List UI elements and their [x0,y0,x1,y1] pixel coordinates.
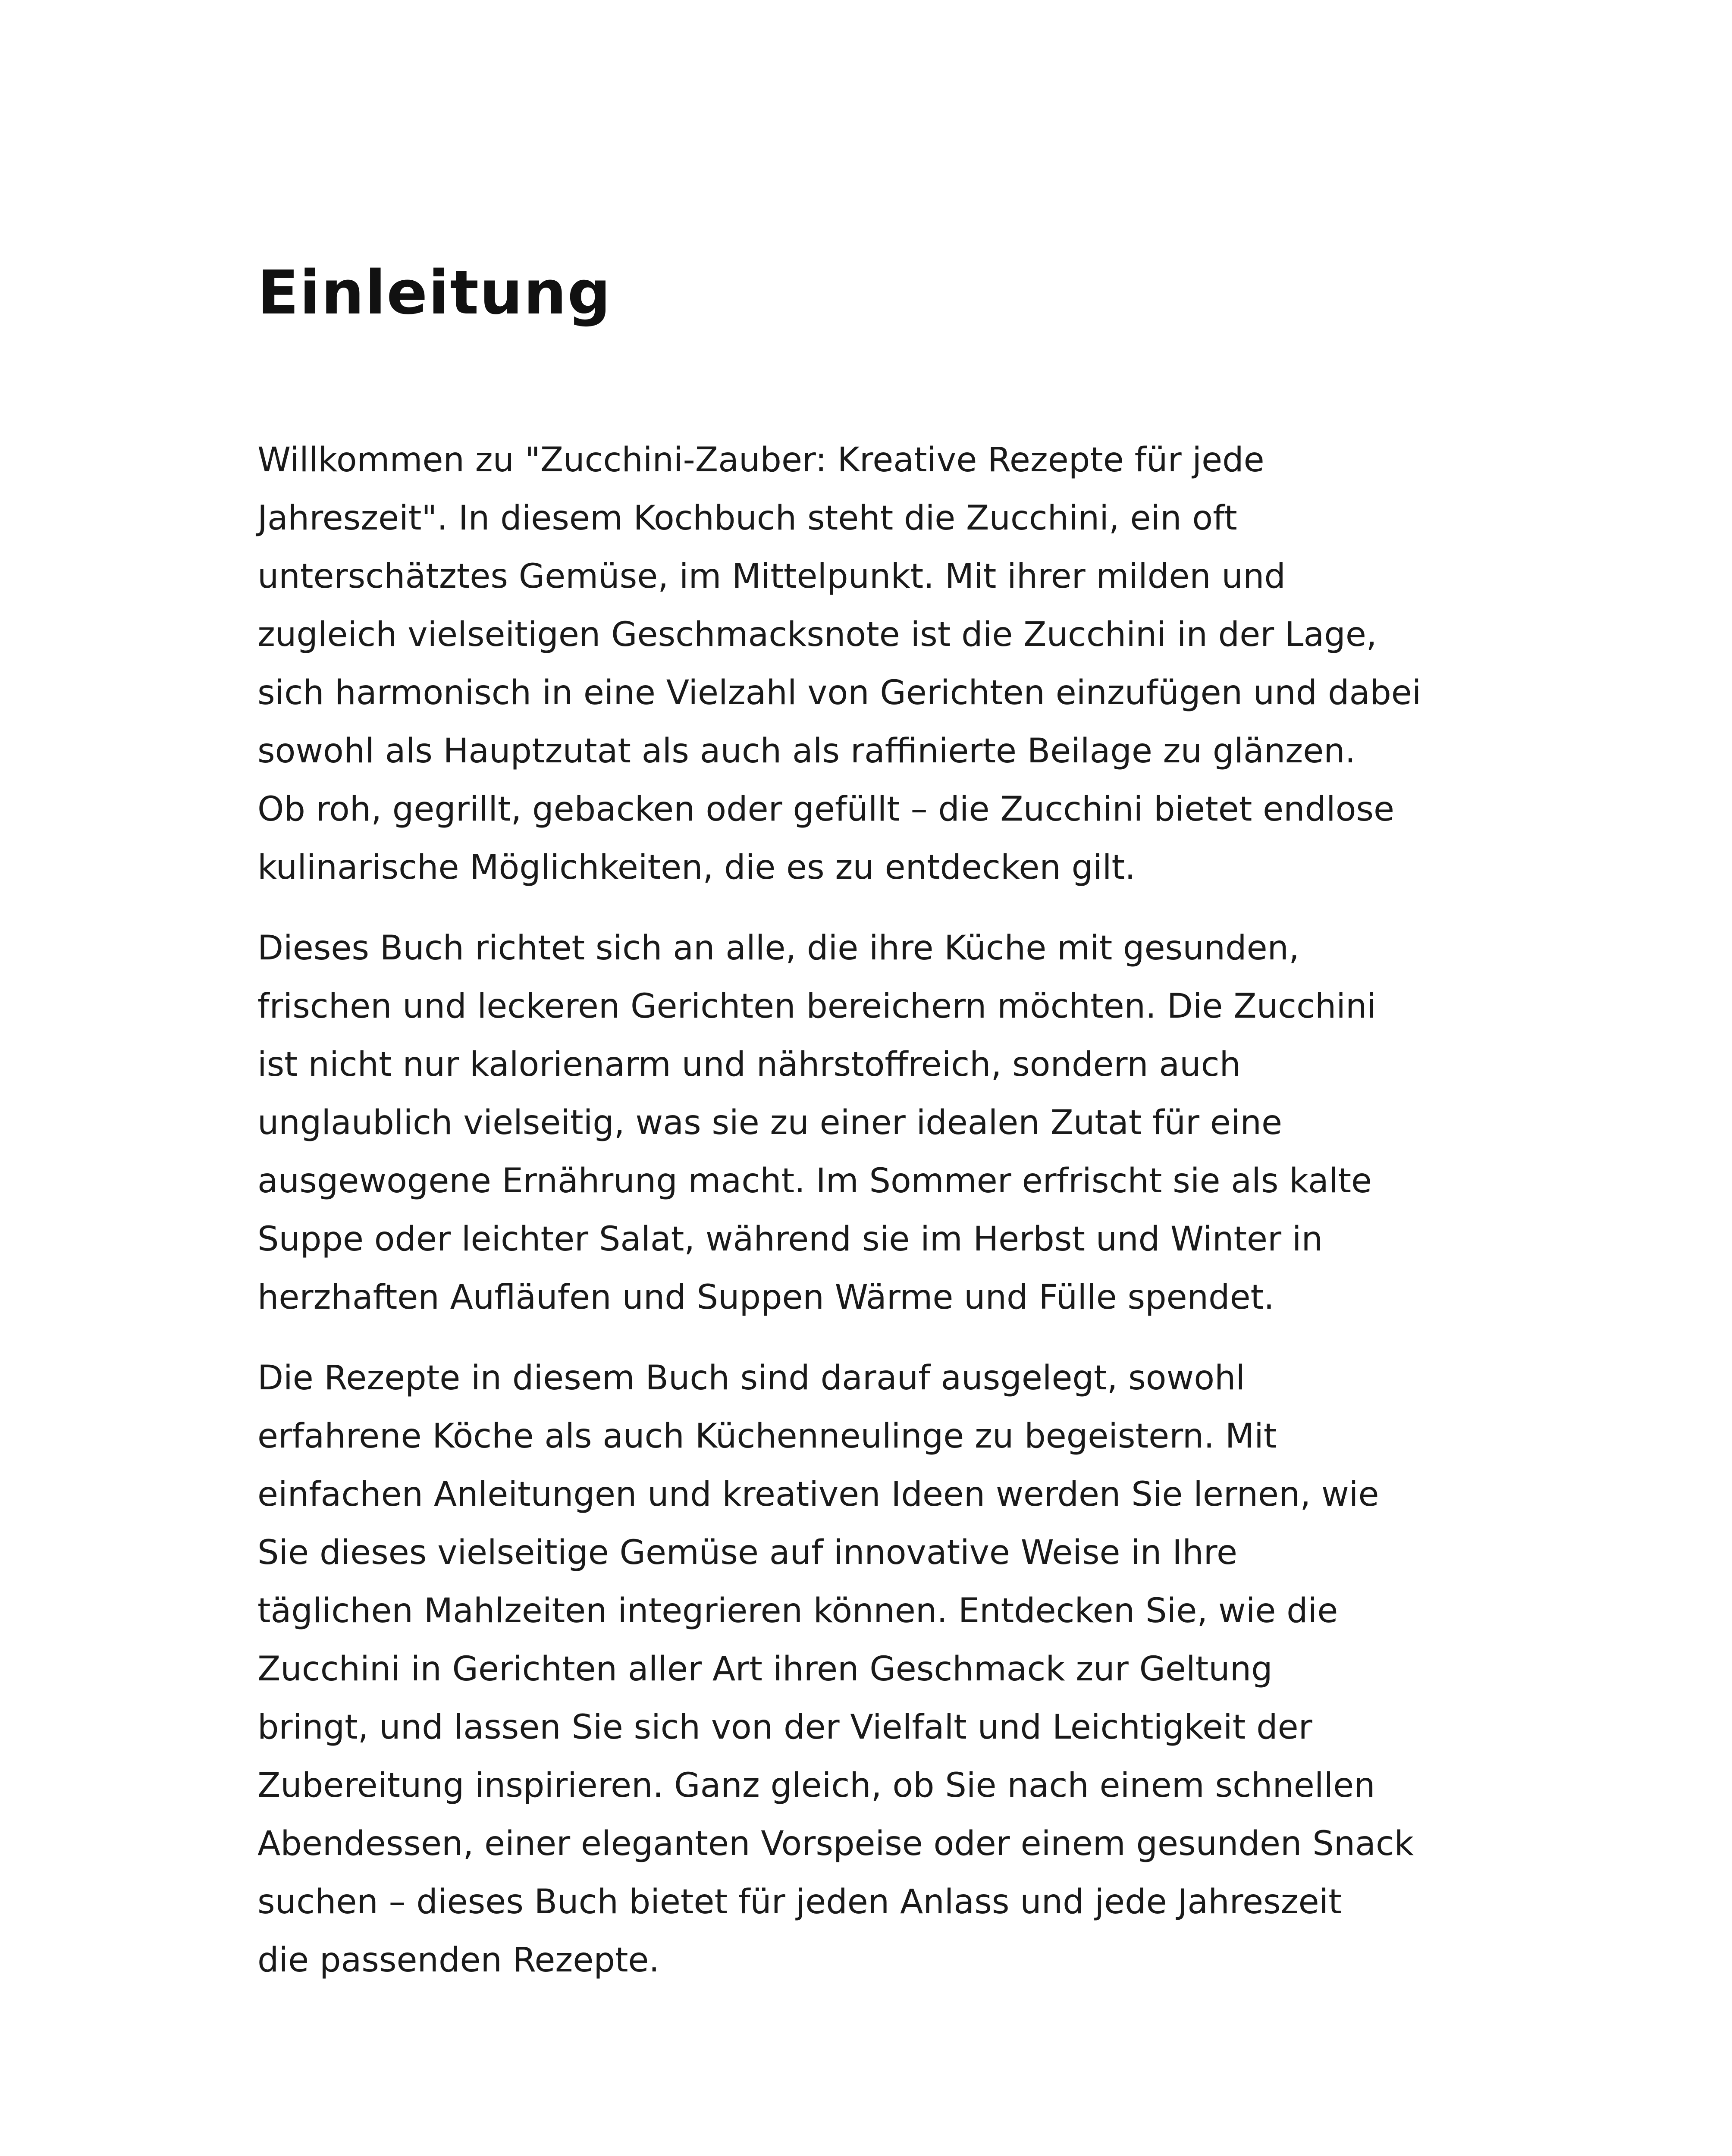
text-line: Ob roh, gegrillt, gebacken oder gefüllt – die Zucchini bietet endlose [257,790,1395,829]
text-line: sich harmonisch in eine Vielzahl von Gerichten einzufügen und dabei [257,674,1421,712]
text-line: kulinarische Möglichkeiten, die es zu entdecken gilt. [257,848,1136,887]
text-line: Dieses Buch richtet sich an alle, die ihre Küche mit gesunden, [257,929,1299,968]
text-line: suchen – dieses Buch bietet für jeden Anlass und jede Jahreszeit [257,1883,1342,1921]
text-line: zugleich vielseitigen Geschmacksnote ist die Zucchini in der Lage, [257,615,1377,654]
body-text [257,431,1500,2012]
text-line: Willkommen zu "Zucchini-Zauber: Kreative Rezepte für jede [257,441,1264,479]
text-line: erfahrene Köche als auch Küchenneulinge zu begeistern. Mit [257,1417,1277,1456]
text-line: die passenden Rezepte. [257,1941,660,1980]
text-line: herzhaften Aufläufen und Suppen Wärme und Fülle spendet. [257,1278,1274,1317]
text-line: ausgewogene Ernährung macht. Im Sommer erfrischt sie als kalte [257,1162,1372,1200]
paragraph-1 [257,431,1500,897]
paragraph-3 [257,1349,1500,1990]
paragraph-2 [257,919,1500,1327]
text-line: täglichen Mahlzeiten integrieren können. Entdecken Sie, wie die [257,1592,1338,1630]
text-line: unterschätztes Gemüse, im Mittelpunkt. Mit ihrer milden und [257,557,1286,596]
text-line: Abendessen, einer eleganten Vorspeise oder einem gesunden Snack [257,1824,1414,1863]
text-line: Suppe oder leichter Salat, während sie im Herbst und Winter in [257,1220,1323,1259]
page-title: Einleitung [257,258,612,328]
text-line: bringt, und lassen Sie sich von der Vielfalt und Leichtigkeit der [257,1708,1312,1747]
text-line: Zucchini in Gerichten aller Art ihren Geschmack zur Geltung [257,1650,1273,1689]
text-line: sowohl als Hauptzutat als auch als raffinierte Beilage zu glänzen. [257,732,1356,771]
text-line: unglaublich vielseitig, was sie zu einer idealen Zutat für eine [257,1103,1282,1142]
text-line: Die Rezepte in diesem Buch sind darauf ausgelegt, sowohl [257,1359,1246,1398]
text-line: einfachen Anleitungen und kreativen Ideen werden Sie lernen, wie [257,1475,1379,1514]
text-line: ist nicht nur kalorienarm und nährstoffreich, sondern auch [257,1045,1241,1084]
text-line: Jahreszeit". In diesem Kochbuch steht die Zucchini, ein oft [257,499,1237,538]
text-line: Zubereitung inspirieren. Ganz gleich, ob Sie nach einem schnellen [257,1766,1375,1805]
text-line: frischen und leckeren Gerichten bereichern möchten. Die Zucchini [257,987,1377,1026]
text-line: Sie dieses vielseitige Gemüse auf innovative Weise in Ihre [257,1533,1238,1572]
